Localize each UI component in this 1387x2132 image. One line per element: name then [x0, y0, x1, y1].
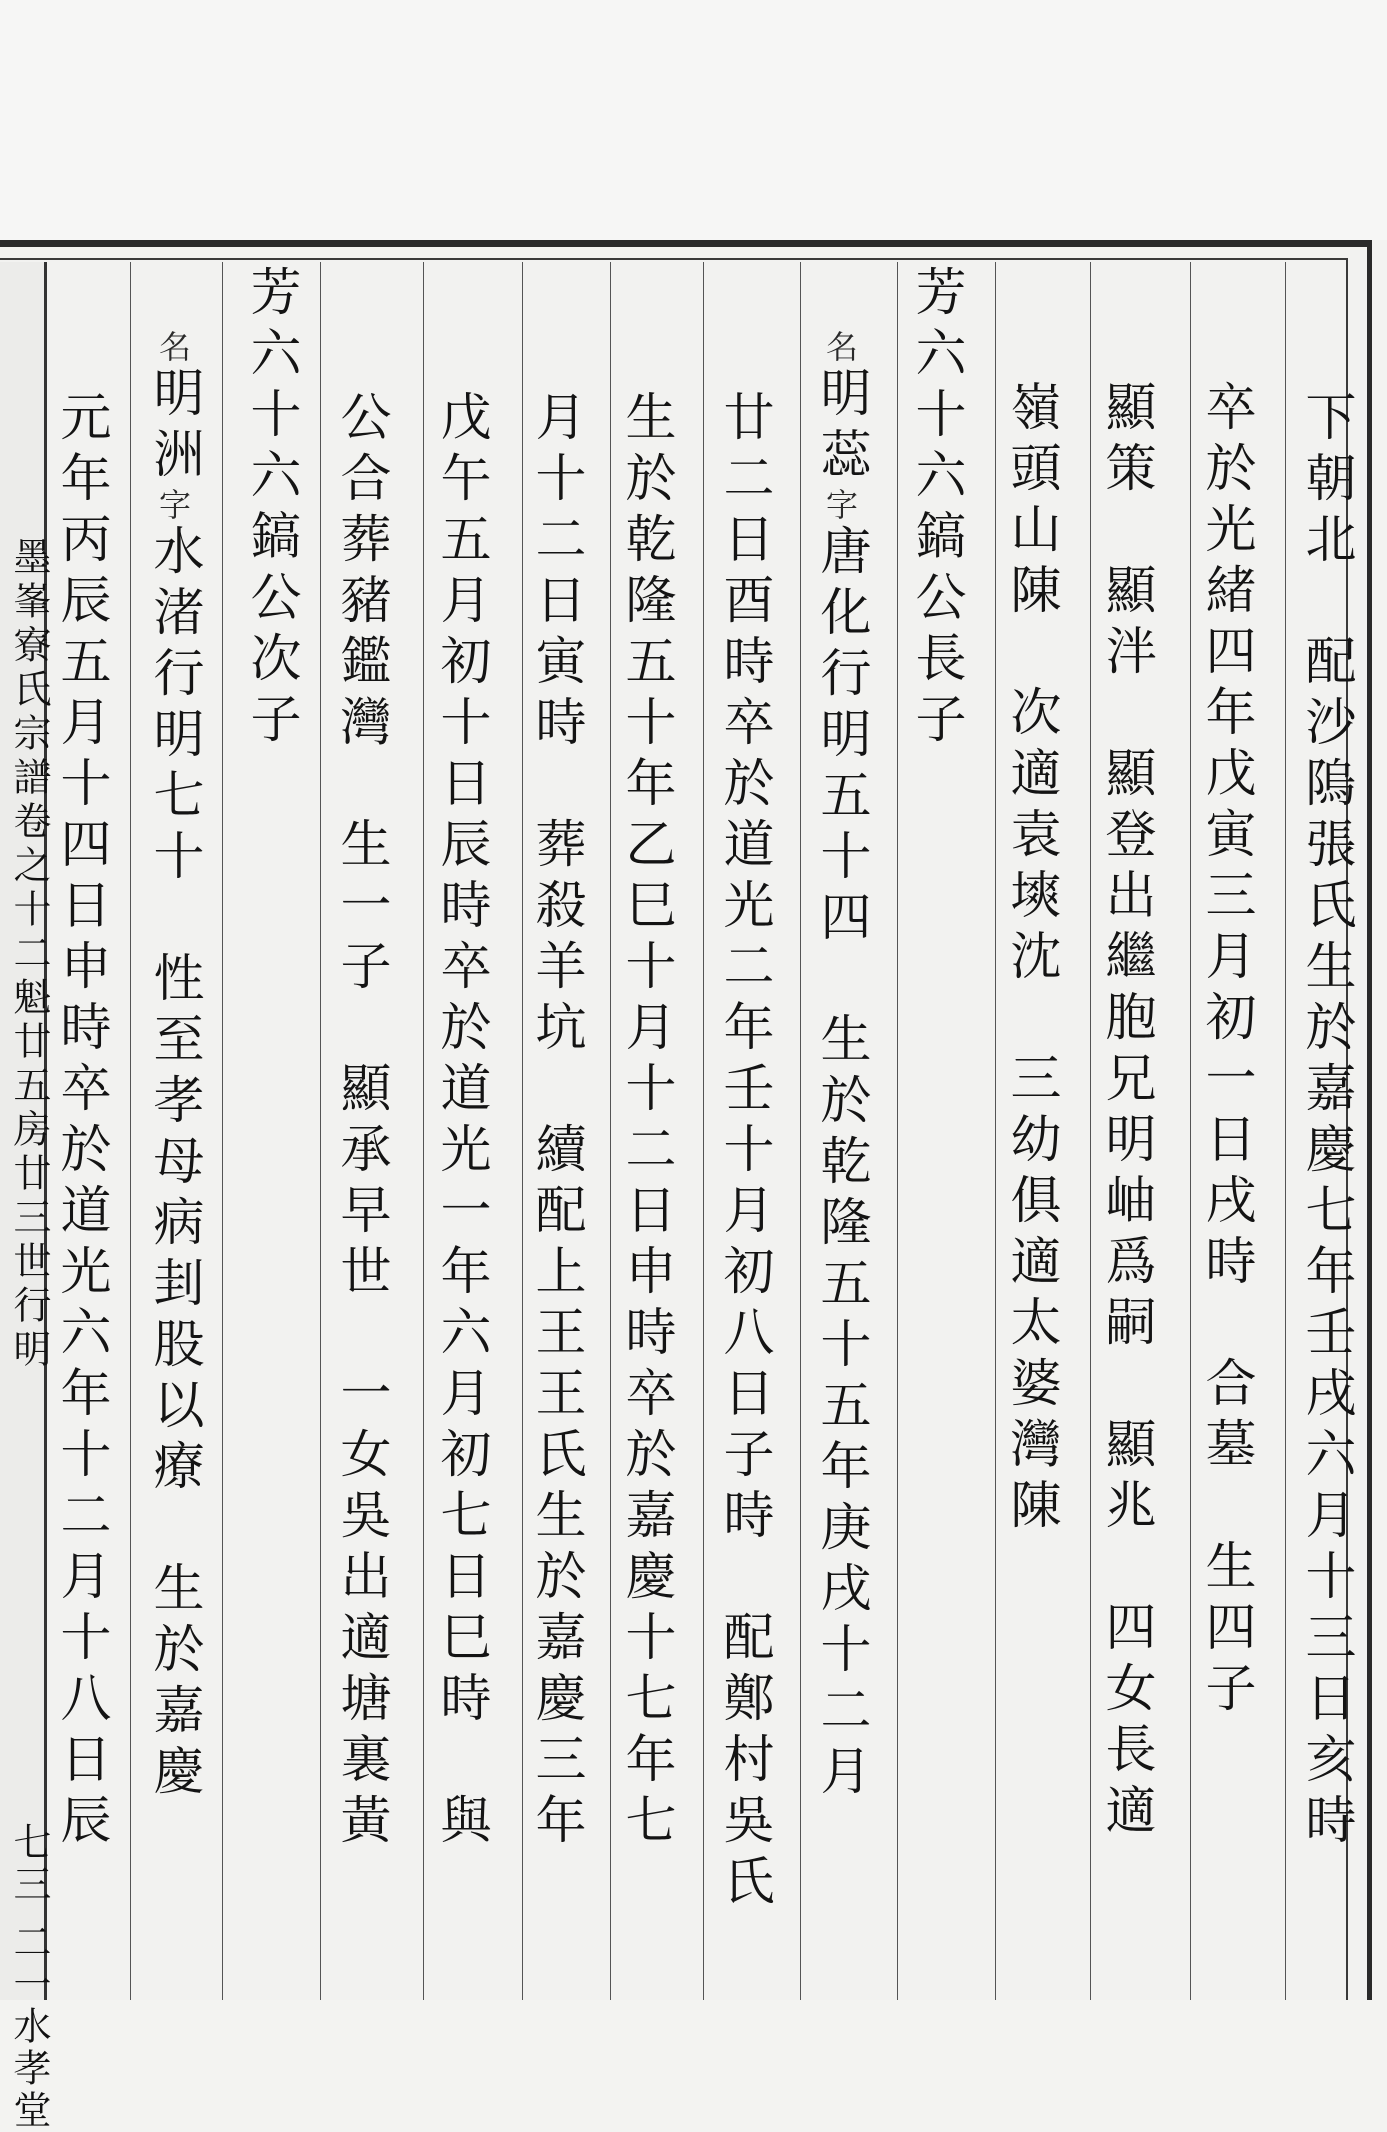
text-column-9: 月十二日寅時 葬殺羊坑 續配上王王氏生於嘉慶三年 — [526, 390, 585, 1854]
column-rule — [800, 262, 801, 2000]
text-column-13 — [144, 330, 203, 1805]
column-rule — [703, 262, 704, 2000]
side-margin-column — [0, 262, 51, 2132]
column-rule — [522, 262, 523, 2000]
label-zi: 字 — [154, 488, 192, 524]
column-rule — [897, 262, 898, 2000]
text-column-3: 顯策 顯泮 顯登出繼胞兄明岫爲嗣 顯兆 四女長適 — [1096, 380, 1155, 1844]
page-top-margin — [0, 0, 1387, 240]
text-column-8: 生於乾隆五十年乙巳十月十二日申時卒於嘉慶十七年七 — [616, 390, 675, 1854]
column-rule — [995, 262, 996, 2000]
margin-title — [2, 537, 57, 1373]
text-column-11: 公合葬豬鑑灣 生一子 顯承早世 一女吳出適塘裏黃 — [331, 390, 390, 1854]
column-rule — [1190, 262, 1191, 2000]
label-ming: 名 — [154, 330, 192, 366]
column-rule — [1285, 262, 1286, 2000]
text-column-1: 下朝北 配沙隖張氏生於嘉慶七年壬戌六月十三日亥時 — [1296, 390, 1355, 1854]
text-column-10: 戊午五月初十日辰時卒於道光一年六月初七日巳時 與 — [431, 390, 490, 1854]
given-name: 明洲 — [144, 366, 203, 488]
column-rule — [610, 262, 611, 2000]
text-column-14: 元年丙辰五月十四日申時卒於道光六年十二月十八日辰 — [51, 390, 110, 1854]
column-rule — [130, 262, 131, 2000]
margin-hall: 七三 二一水孝堂 — [7, 1822, 51, 2132]
label-ming: 名 — [821, 330, 859, 366]
margin-branch-text: 魁廿五房廿三世行明 — [7, 977, 51, 1373]
text-column-12: 芳六十六鎬公次子 — [241, 265, 300, 753]
column-text: 水渚行明七十 性至孝母病刲股以療 生於嘉慶 — [144, 524, 203, 1805]
column-rule — [222, 262, 223, 2000]
margin-title-text: 墨峯寮氏宗譜 — [7, 537, 51, 801]
column-text: 唐化行明五十四 生於乾隆五十五年庚戌十二月 — [811, 524, 870, 1805]
text-column-6 — [811, 330, 870, 1805]
label-zi: 字 — [821, 488, 859, 524]
column-rule — [423, 262, 424, 2000]
text-column-4: 嶺頭山陳 次適袁塽沈 三幼俱適太婆灣陳 — [1001, 380, 1060, 1539]
column-rule — [320, 262, 321, 2000]
text-column-2: 卒於光緒四年戊寅三月初一日戌時 合墓 生四子 — [1196, 380, 1255, 1722]
given-name: 明蕊 — [811, 366, 870, 488]
text-column-7: 廿二日酉時卒於道光二年壬十月初八日子時 配鄭村吳氏 — [714, 390, 773, 1915]
column-rule — [1090, 262, 1091, 2000]
text-column-5: 芳六十六鎬公長子 — [906, 265, 965, 753]
margin-volume-text: 卷之十二 — [7, 801, 51, 977]
